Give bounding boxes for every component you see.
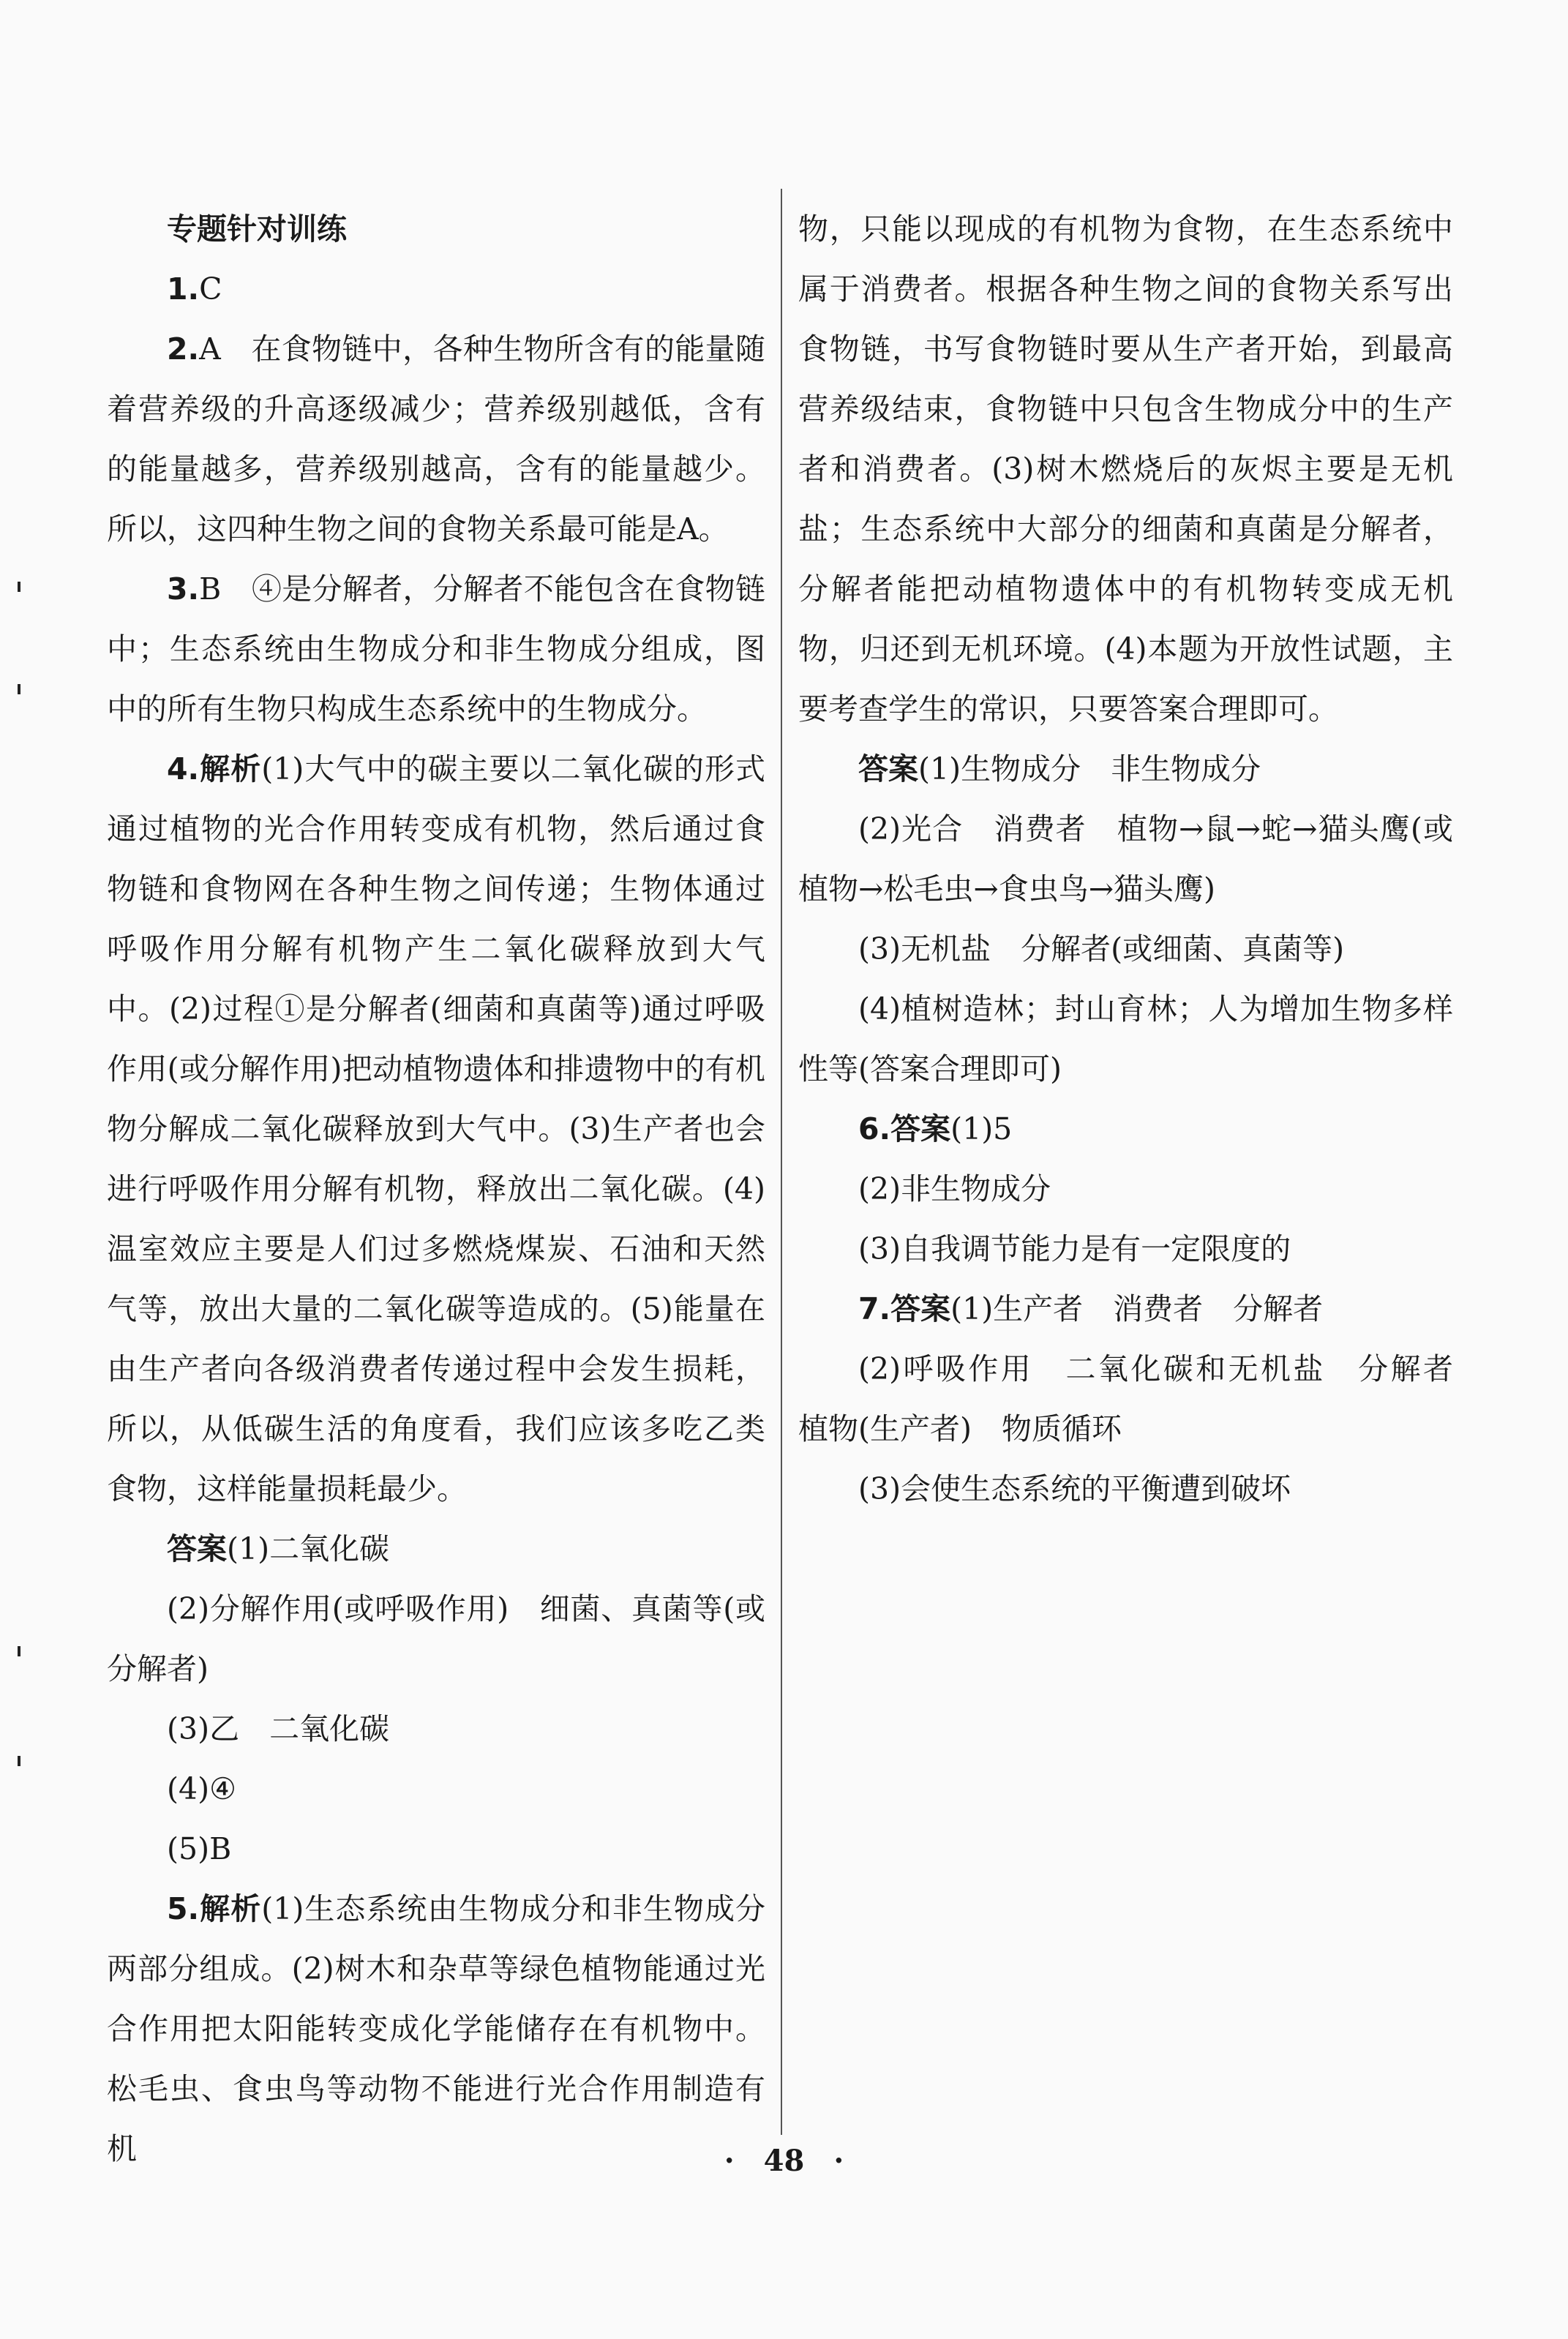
answer-5-line-1: 答案(1)生物成分 非生物成分 [858,751,1261,786]
scan-mark [18,684,20,694]
answer-5-analysis-continued: 物，只能以现成的有机物为食物，在生态系统中属于消费者。根据各种生物之间的食物关系写出食物链，书写食物链时要从生产者开始，到最高营养级结束，食物链中只包含生物成分中的生产者和消费者。(3)树木燃烧后的灰烬主要是无机盐；生态系统中大部分的细菌和真菌是分解者，分解者能把动植物遗体中的有机物转变成无机物，归还到无机环境。(4)本题为开放性试题，主要考查学生的常识，只要答案合理即可。 [798,211,1453,727]
footer-dot-right: · [833,2144,844,2178]
page-number: 48 [763,2144,805,2178]
scan-mark [18,1756,20,1766]
answer-4-line-4: (4)④ [167,1771,236,1806]
right-column [798,199,1483,1519]
answer-item-5-analysis: 5.解析(1)生态系统由生物成分和非生物成分两部分组成。(2)树木和杂草等绿色植物能通过光合作用把太阳能转变成化学能储存在有机物中。松毛虫、食虫鸟等动物不能进行光合作用制造有机 [107,1891,766,2166]
answer-4-line-1: 答案(1)二氧化碳 [167,1531,390,1566]
scan-mark [18,1646,20,1656]
column-divider [781,189,782,2135]
answer-item-1: 1.C [167,271,222,307]
left-column [107,199,765,2179]
answer-item-6: 6.答案(1)5 [858,1111,1013,1146]
page-footer [0,2144,1568,2178]
answer-5-line-4: (4)植树造林；封山育林；人为增加生物多样性等(答案合理即可) [798,991,1453,1086]
answer-4-line-2: (2)分解作用(或呼吸作用) 细菌、真菌等(或分解者) [107,1591,765,1686]
answer-6-line-3: (3)自我调节能力是有一定限度的 [858,1231,1291,1266]
answer-7-line-3: (3)会使生态系统的平衡遭到破坏 [858,1471,1291,1506]
answer-item-7: 7.答案(1)生产者 消费者 分解者 [858,1291,1324,1326]
answer-item-3: 3.B ④是分解者，分解者不能包含在食物链中；生态系统由生物成分和非生物成分组成，图中的所有生物只构成生态系统中的生物成分。 [107,571,765,727]
answer-5-line-2: (2)光合 消费者 植物→鼠→蛇→猫头鹰(或植物→松毛虫→食虫鸟→猫头鹰) [798,811,1453,906]
scan-mark [18,582,20,592]
answer-6-line-2: (2)非生物成分 [858,1171,1051,1206]
answer-4-line-3: (3)乙 二氧化碳 [167,1711,390,1746]
answer-item-4-analysis: 4.解析(1)大气中的碳主要以二氧化碳的形式通过植物的光合作用转变成有机物，然后通过食物链和食物网在各种生物之间传递；生物体通过呼吸作用分解有机物产生二氧化碳释放到大气中。(2)过程①是分解者(细菌和真菌等)通过呼吸作用(或分解作用)把动植物遗体和排遗物中的有机物分解成二氧化碳释放到大气中。(3)生产者也会进行呼吸作用分解有机物，释放出二氧化碳。(4)温室效应主要是人们过多燃烧煤炭、石油和天然气等，放出大量的二氧化碳等造成的。(5)能量在由生产者向各级消费者传递过程中会发生损耗，所以，从低碳生活的角度看，我们应该多吃乙类食物，这样能量损耗最少。 [107,751,766,1506]
answer-4-line-5: (5)B [167,1831,232,1866]
answer-7-line-2: (2)呼吸作用 二氧化碳和无机盐 分解者 植物(生产者) 物质循环 [798,1351,1483,1446]
answer-5-line-3: (3)无机盐 分解者(或细菌、真菌等) [858,931,1345,966]
answer-item-2: 2.A 在食物链中，各种生物所含有的能量随着营养级的升高逐级减少；营养级别越低，含有的能量越多，营养级别越高，含有的能量越少。所以，这四种生物之间的食物关系最可能是A。 [107,331,765,547]
footer-dot-left: · [724,2144,735,2178]
section-title: 专题针对训练 [167,211,347,247]
